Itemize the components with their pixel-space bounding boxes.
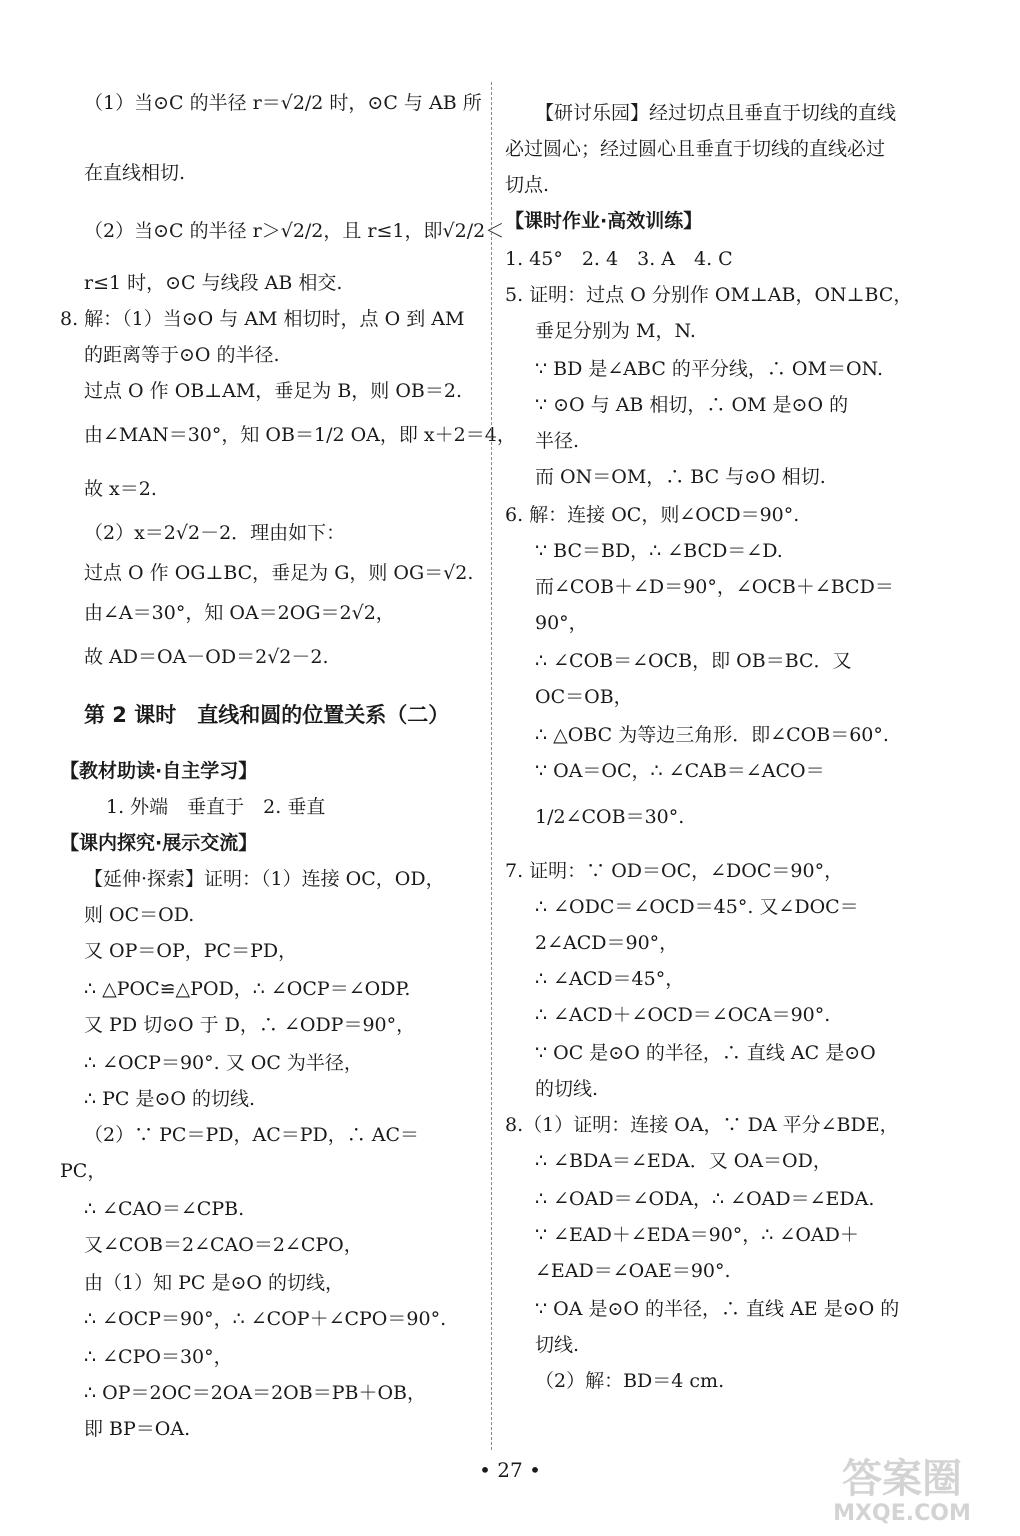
left-column-line: 又∠COB＝2∠CAO＝2∠CPO，: [84, 1234, 363, 1256]
right-column-line: 垂足分别为 M，N.: [535, 320, 696, 342]
right-column-line: 半径.: [535, 430, 580, 452]
right-column-line: ∵ ∠EAD＋∠EDA＝90°，∴ ∠OAD＋: [535, 1224, 859, 1246]
right-column-line: OC＝OB，: [535, 686, 633, 708]
left-column-line: 故 AD＝OA－OD＝2√2－2.: [84, 646, 329, 668]
left-column-line: ∴ ∠CPO＝30°，: [84, 1346, 233, 1368]
left-column-line: 1. 外端 垂直于 2. 垂直: [106, 796, 326, 818]
right-column-line: ∵ BC＝BD，∴ ∠BCD＝∠D.: [535, 540, 783, 562]
left-column-line: 由∠MAN＝30°，知 OB＝1/2 OA，即 x＋2＝4，: [84, 424, 516, 446]
left-column-line: （2）当⊙C 的半径 r＞√2/2，且 r≤1，即√2/2＜: [84, 220, 505, 242]
right-column-line: ∴ ∠OAD＝∠ODA，∴ ∠OAD＝∠EDA.: [535, 1188, 875, 1210]
right-column-line: ∵ BD 是∠ABC 的平分线，∴ OM＝ON.: [535, 358, 883, 380]
left-column-line: ∴ ∠CAO＝∠CPB.: [84, 1198, 245, 1220]
right-column-line: 1. 45° 2. 4 3. A 4. C: [505, 248, 733, 270]
column-divider: [491, 82, 492, 1450]
left-column-line: ∴ ∠OCP＝90°. 又 OC 为半径，: [84, 1052, 363, 1074]
left-column-line: 【课内探究·展示交流】: [60, 832, 258, 854]
right-column-line: 而 ON＝OM，∴ BC 与⊙O 相切.: [535, 466, 826, 488]
right-column-line: ∴ ∠ODC＝∠OCD＝45°. 又∠DOC＝: [535, 896, 859, 918]
right-column-line: 的切线.: [535, 1078, 599, 1100]
left-column-line: （2）x＝2√2－2．理由如下：: [84, 522, 346, 544]
left-column-line: ∴ ∠OCP＝90°，∴ ∠COP＋∠CPO＝90°.: [84, 1308, 447, 1330]
right-column-line: 切线.: [535, 1334, 580, 1356]
right-column-line: ∴ ∠COB＝∠OCB，即 OB＝BC．又: [535, 650, 852, 672]
right-column-line: ∠EAD＝∠OAE＝90°.: [535, 1260, 731, 1282]
right-column-line: 1/2∠COB＝30°.: [535, 806, 685, 828]
right-column-line: ∴ ∠BDA＝∠EDA．又 OA＝OD，: [535, 1150, 832, 1172]
left-column-line: 【延伸·探索】证明：（1）连接 OC，OD，: [84, 868, 445, 890]
watermark-sub: MXQE.COM: [833, 1501, 971, 1526]
left-column-line: 8. 解：（1）当⊙O 与 AM 相切时，点 O 到 AM: [60, 308, 465, 330]
left-column-line: 由∠A＝30°，知 OA＝2OG＝2√2，: [84, 602, 395, 624]
right-column-line: 【研讨乐园】经过切点且垂直于切线的直线: [535, 102, 897, 124]
right-column-line: 8.（1）证明：连接 OA，∵ DA 平分∠BDE，: [505, 1114, 899, 1136]
right-column-line: ∴ ∠ACD＝45°，: [535, 968, 685, 990]
left-column-line: 过点 O 作 OB⊥AM，垂足为 B，则 OB＝2.: [84, 380, 462, 402]
right-column-line: ∴ ∠ACD＋∠OCD＝∠OCA＝90°.: [535, 1004, 831, 1026]
left-column-line: 的距离等于⊙O 的半径.: [84, 344, 280, 366]
right-column-line: ∵ OA 是⊙O 的半径，∴ 直线 AE 是⊙O 的: [535, 1298, 900, 1320]
left-column-line: 由（1）知 PC 是⊙O 的切线，: [84, 1272, 345, 1294]
right-column-line: 90°，: [535, 612, 588, 634]
left-column-line: 【教材助读·自主学习】: [60, 760, 258, 782]
left-column-line: ∴ OP＝2OC＝2OA＝2OB＝PB＋OB，: [84, 1382, 426, 1404]
right-column-line: 5. 证明：过点 O 分别作 OM⊥AB，ON⊥BC，: [505, 284, 913, 306]
left-column-line: 第 2 课时 直线和圆的位置关系（二）: [84, 703, 450, 727]
right-column-line: ∵ OA＝OC，∴ ∠CAB＝∠ACO＝: [535, 760, 825, 782]
right-column-line: 6. 解：连接 OC，则∠OCD＝90°.: [505, 504, 800, 526]
right-column-line: 必过圆心；经过圆心且垂直于切线的直线必过: [505, 138, 886, 160]
left-column-line: ∴ △POC≌△POD，∴ ∠OCP＝∠ODP.: [84, 978, 411, 1000]
left-column-line: 即 BP＝OA.: [84, 1418, 191, 1440]
left-column-line: ∴ PC 是⊙O 的切线.: [84, 1088, 256, 1110]
left-column-line: 故 x＝2.: [84, 478, 157, 500]
left-column-line: 则 OC＝OD.: [84, 904, 195, 926]
right-column-line: ∵ OC 是⊙O 的半径，∴ 直线 AC 是⊙O: [535, 1042, 876, 1064]
left-column-line: 又 PD 切⊙O 于 D，∴ ∠ODP＝90°，: [84, 1014, 416, 1036]
watermark-logo: [812, 1446, 992, 1526]
right-column-line: 切点.: [505, 174, 550, 196]
right-column-line: 2∠ACD＝90°，: [535, 932, 679, 954]
left-column-line: PC，: [60, 1160, 107, 1182]
right-column-line: ∵ ⊙O 与 AB 相切，∴ OM 是⊙O 的: [535, 394, 849, 416]
right-column-line: 7. 证明：∵ OD＝OC，∠DOC＝90°，: [505, 860, 844, 882]
right-column-line: 【课时作业·高效训练】: [505, 210, 703, 232]
left-column-line: （2）∵ PC＝PD，AC＝PD，∴ AC＝: [84, 1124, 420, 1146]
left-column-line: 又 OP＝OP，PC＝PD，: [84, 940, 298, 962]
page-number: • 27 •: [479, 1458, 541, 1482]
left-column-line: （1）当⊙C 的半径 r＝√2/2 时，⊙C 与 AB 所: [84, 92, 482, 114]
left-column-line: 在直线相切.: [84, 162, 186, 184]
right-column-line: 而∠COB＋∠D＝90°，∠OCB＋∠BCD＝: [535, 576, 894, 598]
left-column-line: r≤1 时，⊙C 与线段 AB 相交.: [84, 272, 343, 294]
right-column-line: ∴ △OBC 为等边三角形．即∠COB＝60°.: [535, 724, 889, 746]
watermark-main: 答案圈: [842, 1456, 962, 1502]
right-column-line: （2）解：BD＝4 cm.: [535, 1370, 725, 1392]
left-column-line: 过点 O 作 OG⊥BC，垂足为 G，则 OG＝√2.: [84, 562, 474, 584]
